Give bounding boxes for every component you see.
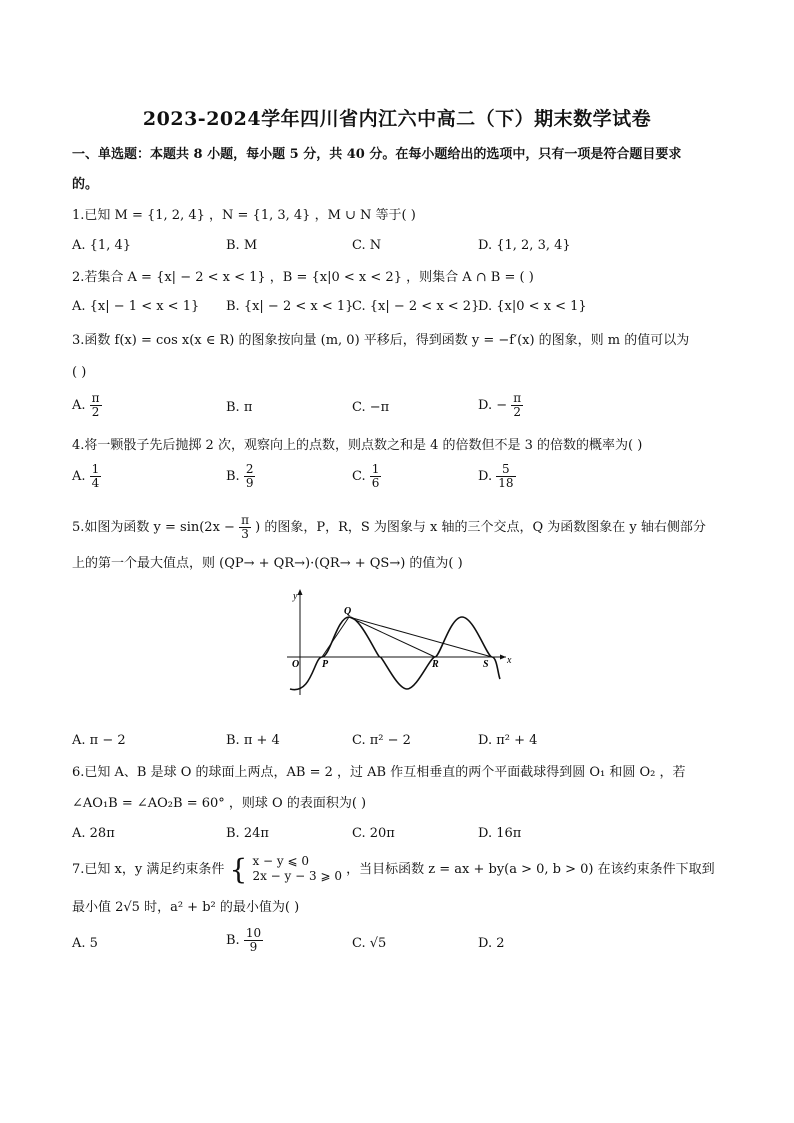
y-axis-arrow — [298, 589, 303, 595]
label-q: Q — [344, 606, 352, 617]
sine-curve — [290, 617, 500, 690]
question-1-stem: 1.已知 M = {1, 2, 4} ，N = {1, 3, 4} ，M ∪ N 等于( ) — [72, 208, 416, 223]
constraint-2: 2x − y − 3 ⩾ 0 — [252, 869, 342, 883]
q5-option-b: B. π + 4 — [226, 733, 280, 748]
question-4-stem: 4.将一颗骰子先后抛掷 2 次，观察向上的点数，则点数之和是 4 的倍数但不是 3 的倍数的概率为( ) — [72, 438, 643, 453]
question-5-stem: 5.如图为函数 y = sin(2x − $\frac{\pi}{3}$ ) 的图象，P，R，S 为图象与 x 轴的三个交点，Q 为函数图象在 y 轴右侧部分 — [72, 513, 706, 541]
q7-option-a: A. 5 — [72, 936, 98, 951]
question-5-stem-cont: 上的第一个最大值点，则 (QP→ + QR→)·(QR→ + QS→) 的值为( ) — [72, 556, 463, 571]
question-2-stem: 2.若集合 A = {x| − 2 < x < 1} ，B = {x|0 < x < 2} ，则集合 A ∩ B = ( ) — [72, 270, 534, 285]
section-heading-cont: 的。 — [72, 177, 99, 192]
sine-graph-figure — [282, 585, 512, 697]
q1-option-b: B. M — [226, 238, 258, 253]
q3-option-a: A. $\frac{\pi}{2}$ — [72, 391, 100, 419]
q1-option-a: A. {1, 4} — [72, 238, 132, 253]
x-axis-arrow — [500, 655, 506, 660]
q6-option-d: D. 16π — [478, 826, 522, 841]
section-heading: 一、单选题：本题共 8 小题，每小题 5 分，共 40 分。在每小题给出的选项中，只有一项是符合题目要求 — [72, 147, 682, 162]
q5-option-a: A. π − 2 — [72, 733, 126, 748]
q6-option-a: A. 28π — [72, 826, 115, 841]
q2-option-b: B. {x| − 2 < x < 1} — [226, 299, 354, 314]
q5-option-d: D. π² + 4 — [478, 733, 538, 748]
q1-option-c: C. N — [352, 238, 382, 253]
q4-option-c: C. $\frac{1}{6}$ — [352, 462, 380, 490]
q3-option-d: D. − $\frac{\pi}{2}$ — [478, 391, 522, 419]
label-s: S — [483, 659, 489, 670]
q4-option-d: D. $\frac{5}{18}$ — [478, 462, 514, 490]
q2-option-d: D. {x|0 < x < 1} — [478, 299, 587, 314]
label-p: P — [322, 659, 329, 670]
question-3-stem: 3.函数 f(x) = cos x(x ∈ R) 的图象按向量 (m, 0) 平移后，得到函数 y = −f′(x) 的图象，则 m 的值可以为 — [72, 333, 690, 348]
q2-option-a: A. {x| − 1 < x < 1} — [72, 299, 200, 314]
q3-option-c: C. −π — [352, 400, 390, 415]
q4-option-b: B. $\frac{2}{9}$ — [226, 462, 254, 490]
question-3-stem-cont: ( ) — [72, 365, 87, 380]
q7-option-c: C. √5 — [352, 936, 387, 951]
q3-option-b: B. π — [226, 400, 253, 415]
q7-option-b: B. $\frac{10}{9}$ — [226, 926, 262, 954]
label-x: x — [507, 655, 512, 666]
question-7-stem-cont: 最小值 2√5 时，a² + b² 的最小值为( ) — [72, 900, 300, 915]
label-r: R — [432, 659, 439, 670]
q7-option-d: D. 2 — [478, 936, 505, 951]
page-title: 2023-2024学年四川省内江六中高二（下）期末数学试卷 — [142, 108, 652, 130]
q5-option-c: C. π² − 2 — [352, 733, 411, 748]
vector-qp — [322, 617, 349, 657]
q1-option-d: D. {1, 2, 3, 4} — [478, 238, 571, 253]
q6-option-c: C. 20π — [352, 826, 395, 841]
constraint-1: x − y ⩽ 0 — [252, 854, 310, 868]
question-6-stem: 6.已知 A、B 是球 O 的球面上两点，AB = 2 ，过 AB 作互相垂直的两个平面截球得到圆 O₁ 和圆 O₂ ，若 — [72, 765, 686, 780]
label-y: y — [293, 591, 298, 602]
label-o: O — [292, 659, 300, 670]
question-7-stem: 7.已知 x，y 满足约束条件 { x − y ⩽ 0 2x − y − 3 ⩾ 0 ，当目标函数 z = ax + by(a > 0, b > 0) 在该约束条件下取到 — [72, 852, 715, 886]
q2-option-c: C. {x| − 2 < x < 2} — [352, 299, 480, 314]
q4-option-a: A. $\frac{1}{4}$ — [72, 462, 100, 490]
q6-option-b: B. 24π — [226, 826, 269, 841]
question-6-stem-cont: ∠AO₁B = ∠AO₂B = 60° ，则球 O 的表面积为( ) — [72, 796, 367, 811]
